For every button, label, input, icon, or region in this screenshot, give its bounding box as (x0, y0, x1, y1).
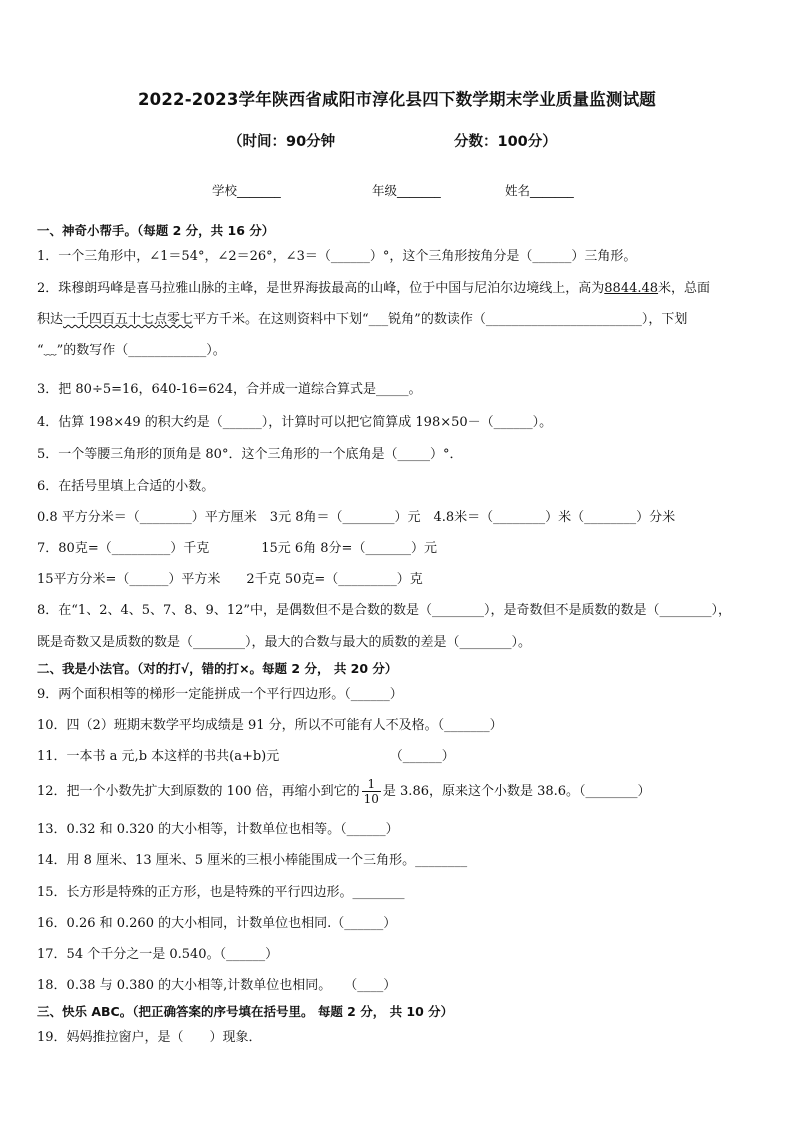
grade-field: 年级_______ (372, 183, 441, 198)
fraction (362, 777, 381, 806)
question-2-text-end: 平方千米。在这则资料中下划“___锐角”的数读作（________________________），下划 (193, 312, 688, 327)
exam-title: 2022-2023学年陕西省咸阳市淳化县四下数学期末学业质量监测试题 (138, 90, 656, 109)
section-3-heading: 三、快乐 ABC。（把正确答案的序号填在括号里。 每题 2 分， 共 10 分） (37, 1004, 454, 1019)
question-4: 4．估算 198×49 的积大约是（______），计算时可以把它简算成 198×50－（______）。 (37, 415, 553, 430)
total-score: 分数：100分） (454, 134, 557, 150)
question-8-line-2: 既是奇数又是质数的数是（________），最大的合数与最大的质数的差是（________）。 (37, 635, 532, 650)
question-12 (37, 777, 651, 806)
time-limit: （时间：90分钟 (228, 134, 336, 150)
question-19: 19．妈妈推拉窗户，是（ ）现象． (37, 1030, 262, 1045)
question-12-text-end: 是 3.86，原来这个小数是 38.6。（________） (382, 784, 651, 799)
exam-subtitle (228, 130, 557, 151)
fraction-denominator: 10 (363, 792, 379, 806)
question-17: 17．54 个千分之一是 0.540。（______） (37, 947, 279, 962)
question-16: 16．0.26 和 0.260 的大小相同，计数单位也相同.（______） (37, 916, 397, 931)
fraction-numerator: 1 (362, 777, 381, 792)
section-1-heading: 一、神奇小帮手。（每题 2 分，共 16 分） (37, 223, 275, 238)
question-7-line-2: 15平方分米=（______）平方米 2千克 50克=（_________）克 (37, 572, 423, 587)
question-15: 15．长方形是特殊的正方形，也是特殊的平行四边形。________ (37, 885, 405, 900)
question-2-line-1 (37, 281, 710, 297)
question-1: 1．一个三角形中，∠1＝54°，∠2＝26°，∠3＝（______）°，这个三角形按角分是（______）三角形。 (37, 249, 637, 264)
question-11: 11．一本书 a 元,b 本这样的书共(a+b)元 （______） (37, 749, 455, 764)
question-2-line-2 (37, 312, 687, 328)
question-3: 3．把 80÷5=16，640-16=624，合并成一道综合算式是_____。 (37, 382, 422, 397)
school-field: 学校_______ (212, 183, 281, 198)
wavy-underlined-area: 一千四百五十七点零七 (63, 312, 194, 327)
underlined-height: 8844.48 (604, 281, 659, 296)
question-13: 13．0.32 和 0.320 的大小相等，计数单位也相等。（______） (37, 822, 399, 837)
question-10: 10．四（2）班期末数学平均成绩是 91 分，所以不可能有人不及格。（_______） (37, 718, 503, 733)
question-2-text: 积达 (37, 312, 64, 327)
question-6: 6．在括号里填上合适的小数。 (37, 479, 215, 494)
question-6-items: 0.8 平方分米＝（________）平方厘米 3元 8角＝（________）元 4.8米＝（________）米（________）分米 (37, 510, 676, 525)
question-7-line-1: 7．80克=（_________）千克 15元 6角 8分=（_______）元 (37, 541, 437, 556)
name-field: 姓名_______ (505, 183, 574, 198)
question-8-line-1: 8．在“1、2、4、5、7、8、9、12”中，是偶数但不是合数的数是（________），是奇数但不是质数的数是（________）， (37, 603, 732, 618)
question-5: 5．一个等腰三角形的顶角是 80°．这个三角形的一个底角是（_____）°． (37, 447, 463, 462)
question-2-text: 2．珠穆朗玛峰是喜马拉雅山脉的主峰，是世界海拔最高的山峰，位于中国与尼泊尔边境线上，高为 (37, 281, 605, 296)
question-2-text-end: 米，总面 (658, 281, 711, 296)
question-12-text: 12．把一个小数先扩大到原数的 100 倍，再缩小到它的 (37, 784, 360, 799)
section-2-heading: 二、我是小法官。（对的打√，错的打×。每题 2 分， 共 20 分） (37, 661, 398, 676)
question-14: 14．用 8 厘米、13 厘米、5 厘米的三根小棒能围成一个三角形。________ (37, 853, 468, 868)
question-18: 18．0.38 与 0.380 的大小相等,计数单位也相同。 （____） (37, 978, 397, 993)
question-9: 9．两个面积相等的梯形一定能拼成一个平行四边形。（______） (37, 687, 403, 702)
question-2-line-3: “﹏”的数写作（____________）。 (37, 343, 226, 358)
